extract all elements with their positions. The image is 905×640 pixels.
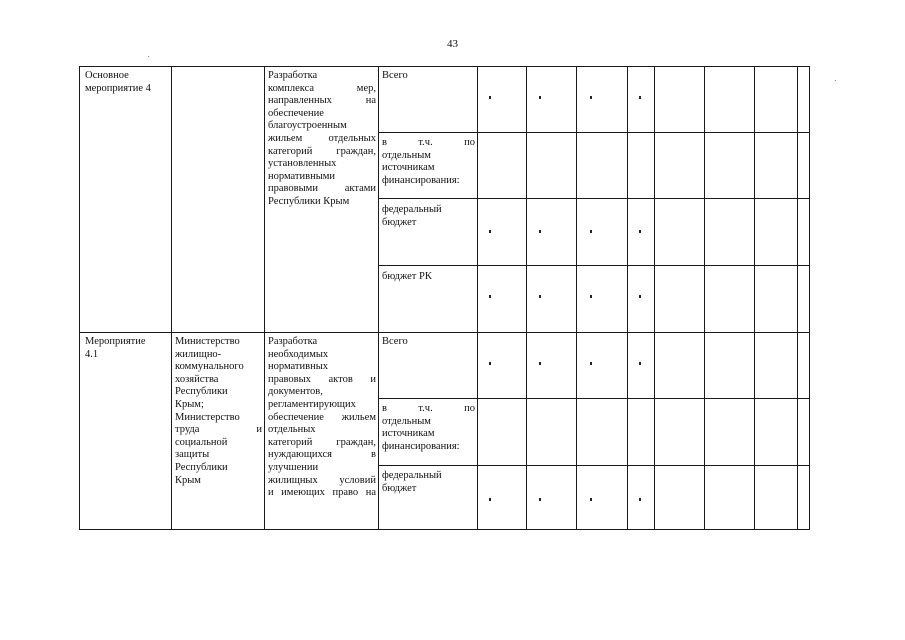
row-divider-2 <box>378 198 810 199</box>
row1-desc-line: Разработка <box>268 70 318 81</box>
col-divider-11 <box>797 66 798 530</box>
row2-desc-line: регламентирующих <box>268 398 356 410</box>
row2-name-line: Мероприятие <box>85 336 146 347</box>
row2-source-total <box>382 336 475 349</box>
col-divider-1 <box>171 66 172 530</box>
row-divider-4 <box>378 398 810 399</box>
row2-desc-line: правовых актов и <box>268 373 376 385</box>
row1-name-line: мероприятие 4 <box>85 82 151 94</box>
row2-desc-line: необходимых <box>268 348 329 360</box>
col-divider-4 <box>477 66 478 530</box>
page-number: 43 <box>447 38 458 50</box>
source-label: федеральный <box>382 470 442 481</box>
source-label: источникам <box>382 162 435 174</box>
row2-exec-line: жилищно- <box>175 348 222 360</box>
scan-mark <box>590 362 592 365</box>
row2-executor <box>175 336 262 487</box>
row2-exec-line: Республики <box>175 386 228 398</box>
scan-mark <box>539 362 541 365</box>
row-divider-3 <box>378 265 810 266</box>
row1-name-line: Основное <box>85 70 129 81</box>
row2-desc-line: обеспечение жильем <box>268 411 376 423</box>
col-divider-8 <box>654 66 655 530</box>
row2-source-breakdown <box>382 403 475 453</box>
scan-mark <box>489 362 491 365</box>
source-label: Всего <box>382 336 408 347</box>
row1-desc-line: обеспечение <box>268 107 324 119</box>
scan-mark <box>639 230 641 233</box>
row1-desc-line: направленных на <box>268 95 376 107</box>
source-label: в т.ч. по <box>382 137 475 148</box>
scan-mark <box>590 230 592 233</box>
row1-desc-line: Республики Крым <box>268 195 350 207</box>
scan-mark <box>489 498 491 501</box>
row-divider-5 <box>378 465 810 466</box>
row2-exec-line: защиты <box>175 449 210 461</box>
row2-exec-line: социальной <box>175 436 228 448</box>
row2-desc-line: жилищных условий <box>268 474 376 486</box>
source-label: финансирования: <box>382 440 460 452</box>
scan-mark <box>639 295 641 298</box>
row2-desc-line: нуждающихся в <box>268 449 376 461</box>
row2-exec-line: Министерство <box>175 411 240 423</box>
table-border-top <box>79 66 810 67</box>
row1-source-total <box>382 70 475 83</box>
scan-mark <box>590 498 592 501</box>
scan-mark <box>639 498 641 501</box>
table-border-bottom <box>79 529 810 530</box>
row2-exec-line: Крым; <box>175 398 204 410</box>
scan-mark <box>539 498 541 501</box>
row2-desc-line: категорий граждан, <box>268 436 376 448</box>
row2-description <box>268 336 376 500</box>
col-divider-2 <box>264 66 265 530</box>
scan-mark <box>539 96 541 99</box>
col-divider-9 <box>704 66 705 530</box>
row2-desc-line: документов, <box>268 386 323 398</box>
source-label: бюджет <box>382 482 417 494</box>
row-divider-1 <box>378 132 810 133</box>
row1-desc-line: комплекса мер, <box>268 82 376 94</box>
source-label: источникам <box>382 428 435 440</box>
scan-speck <box>835 80 836 81</box>
row1-name <box>85 70 169 95</box>
row1-source-federal <box>382 204 475 229</box>
row2-desc-line: отдельных <box>268 424 316 436</box>
scan-mark <box>539 230 541 233</box>
col-divider-6 <box>576 66 577 530</box>
scan-mark <box>590 96 592 99</box>
scan-mark <box>639 362 641 365</box>
col-divider-10 <box>754 66 755 530</box>
row2-name <box>85 336 169 361</box>
scan-mark <box>489 295 491 298</box>
budget-table <box>79 66 810 530</box>
row2-exec-line: Республики <box>175 461 228 473</box>
source-label: бюджет РК <box>382 271 432 282</box>
row2-exec-line: труда и <box>175 424 262 436</box>
row2-exec-line: коммунального <box>175 361 244 373</box>
row2-desc-line: улучшении <box>268 461 319 473</box>
row1-desc-line: категорий граждан, <box>268 145 376 157</box>
table-border-left <box>79 66 80 530</box>
row2-desc-line: нормативных <box>268 361 329 373</box>
row2-exec-line: Министерство <box>175 336 240 347</box>
row2-source-federal <box>382 470 475 495</box>
row1-desc-line: правовыми актами <box>268 183 376 195</box>
row2-name-line: 4.1 <box>85 348 99 360</box>
scan-mark <box>539 295 541 298</box>
scan-mark <box>639 96 641 99</box>
row1-source-rk <box>382 271 475 284</box>
table-border-right <box>809 66 810 530</box>
row1-description <box>268 70 376 209</box>
row2-desc-line: и имеющих право на <box>268 487 376 499</box>
row2-desc-line: Разработка <box>268 336 318 347</box>
source-label: финансирования: <box>382 174 460 186</box>
row1-desc-line: установленных <box>268 158 337 170</box>
scan-mark <box>489 96 491 99</box>
row1-desc-line: нормативными <box>268 170 336 182</box>
scan-mark <box>489 230 491 233</box>
source-label: федеральный <box>382 204 442 215</box>
source-label: отдельным <box>382 415 431 427</box>
row1-desc-line: благоустроенным <box>268 120 347 132</box>
col-divider-7 <box>627 66 628 530</box>
source-label: Всего <box>382 70 408 81</box>
col-divider-3 <box>378 66 379 530</box>
col-divider-5 <box>526 66 527 530</box>
row2-exec-line: Крым <box>175 474 201 486</box>
row2-exec-line: хозяйства <box>175 373 219 385</box>
source-label: отдельным <box>382 149 431 161</box>
scan-speck <box>148 56 149 57</box>
row-divider-main <box>79 332 810 333</box>
source-label: в т.ч. по <box>382 403 475 414</box>
row1-desc-line: жильем отдельных <box>268 132 376 144</box>
row1-source-breakdown <box>382 137 475 187</box>
scan-mark <box>590 295 592 298</box>
source-label: бюджет <box>382 216 417 228</box>
